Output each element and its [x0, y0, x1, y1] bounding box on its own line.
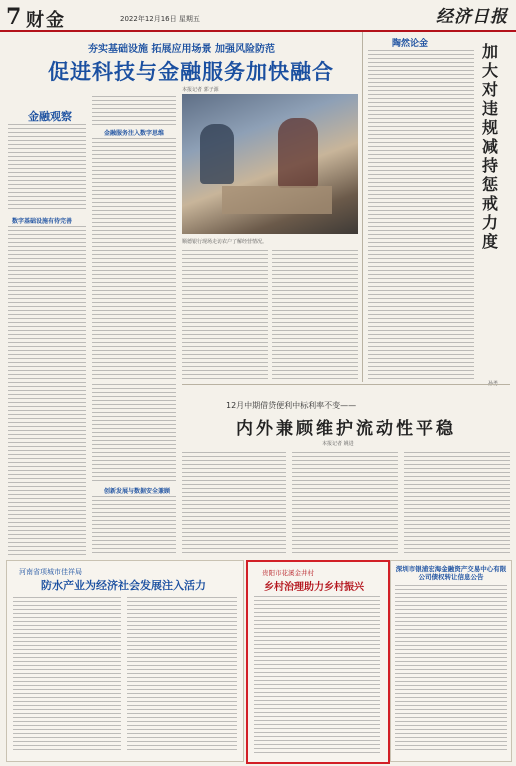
- lead-text-col1a: [8, 124, 86, 212]
- lead-text-col1b: [8, 226, 86, 556]
- column-rule: [362, 32, 363, 382]
- photo-caption: 顺德银行现场走访农户了解经营情况。: [182, 239, 268, 245]
- photo-person-right: [278, 118, 318, 188]
- middle-byline: 本报记者 姚进: [322, 441, 354, 447]
- lead-headline: 促进科技与金融服务加快融合: [48, 59, 334, 84]
- notice-text: [395, 585, 507, 753]
- middle-text-col2: [292, 452, 398, 554]
- lead-byline: 本报记者 郭子源: [182, 87, 219, 93]
- newspaper-logo: 经济日报: [436, 7, 508, 27]
- lead-text-col2a: [92, 96, 176, 126]
- notice-headline: 深圳市银浦宏海金融资产交易中心有限公司债权转让信息公告: [395, 565, 507, 581]
- commentary-text: [368, 50, 474, 380]
- commentary-author: 孙勇: [488, 381, 499, 387]
- notice-box-right: [390, 560, 512, 762]
- middle-text-col3: [404, 452, 510, 554]
- photo-table: [222, 186, 332, 214]
- section-rule: [182, 384, 510, 385]
- lead-text-col3a: [182, 250, 268, 382]
- photo-person-left: [200, 124, 234, 184]
- ad-left-kicker: 河南省项城市佳祥局: [19, 568, 82, 576]
- issue-date: 2022年12月16日 星期五: [120, 15, 200, 23]
- lead-kicker: 夯实基础设施 拓展应用场景 加强风险防范: [88, 44, 275, 55]
- lead-text-col2c: [92, 384, 176, 482]
- ad-mid-text: [254, 596, 380, 754]
- lead-text-col2d: [92, 496, 176, 556]
- lead-subhead-2: 金融服务注入数字思维: [104, 130, 165, 137]
- ad-box-middle: [246, 560, 390, 764]
- page-number: 7: [6, 4, 22, 30]
- section-name: 财金: [26, 10, 66, 31]
- ad-mid-kicker: 贵阳市花溪金井村: [262, 569, 314, 577]
- ad-box-left: [6, 560, 244, 762]
- lead-text-col2b: [92, 138, 176, 382]
- lead-text-col3b: [272, 250, 358, 382]
- middle-kicker: 12月中期借贷便利中标利率不变——: [226, 401, 357, 410]
- lead-subhead-1: 数字基础设施有待完善: [12, 218, 73, 225]
- ad-left-headline: 防水产业为经济社会发展注入活力: [41, 579, 206, 592]
- middle-text-col1: [182, 452, 286, 554]
- middle-headline: 内外兼顾维护流动性平稳: [236, 419, 456, 439]
- masthead: [0, 0, 516, 32]
- lead-photo: [182, 94, 358, 234]
- column-title-finance-watch: 金融观察: [28, 110, 72, 123]
- ad-left-text-1: [13, 597, 121, 753]
- lead-subhead-3: 创新发展与数据安全兼顾: [104, 488, 171, 495]
- ad-left-text-2: [127, 597, 237, 753]
- commentary-vertical-headline: 加大对违规减持惩戒力度: [482, 42, 499, 251]
- ad-mid-headline: 乡村治理助力乡村振兴: [264, 582, 364, 593]
- column-title-commentary: 陶然论金: [392, 39, 429, 49]
